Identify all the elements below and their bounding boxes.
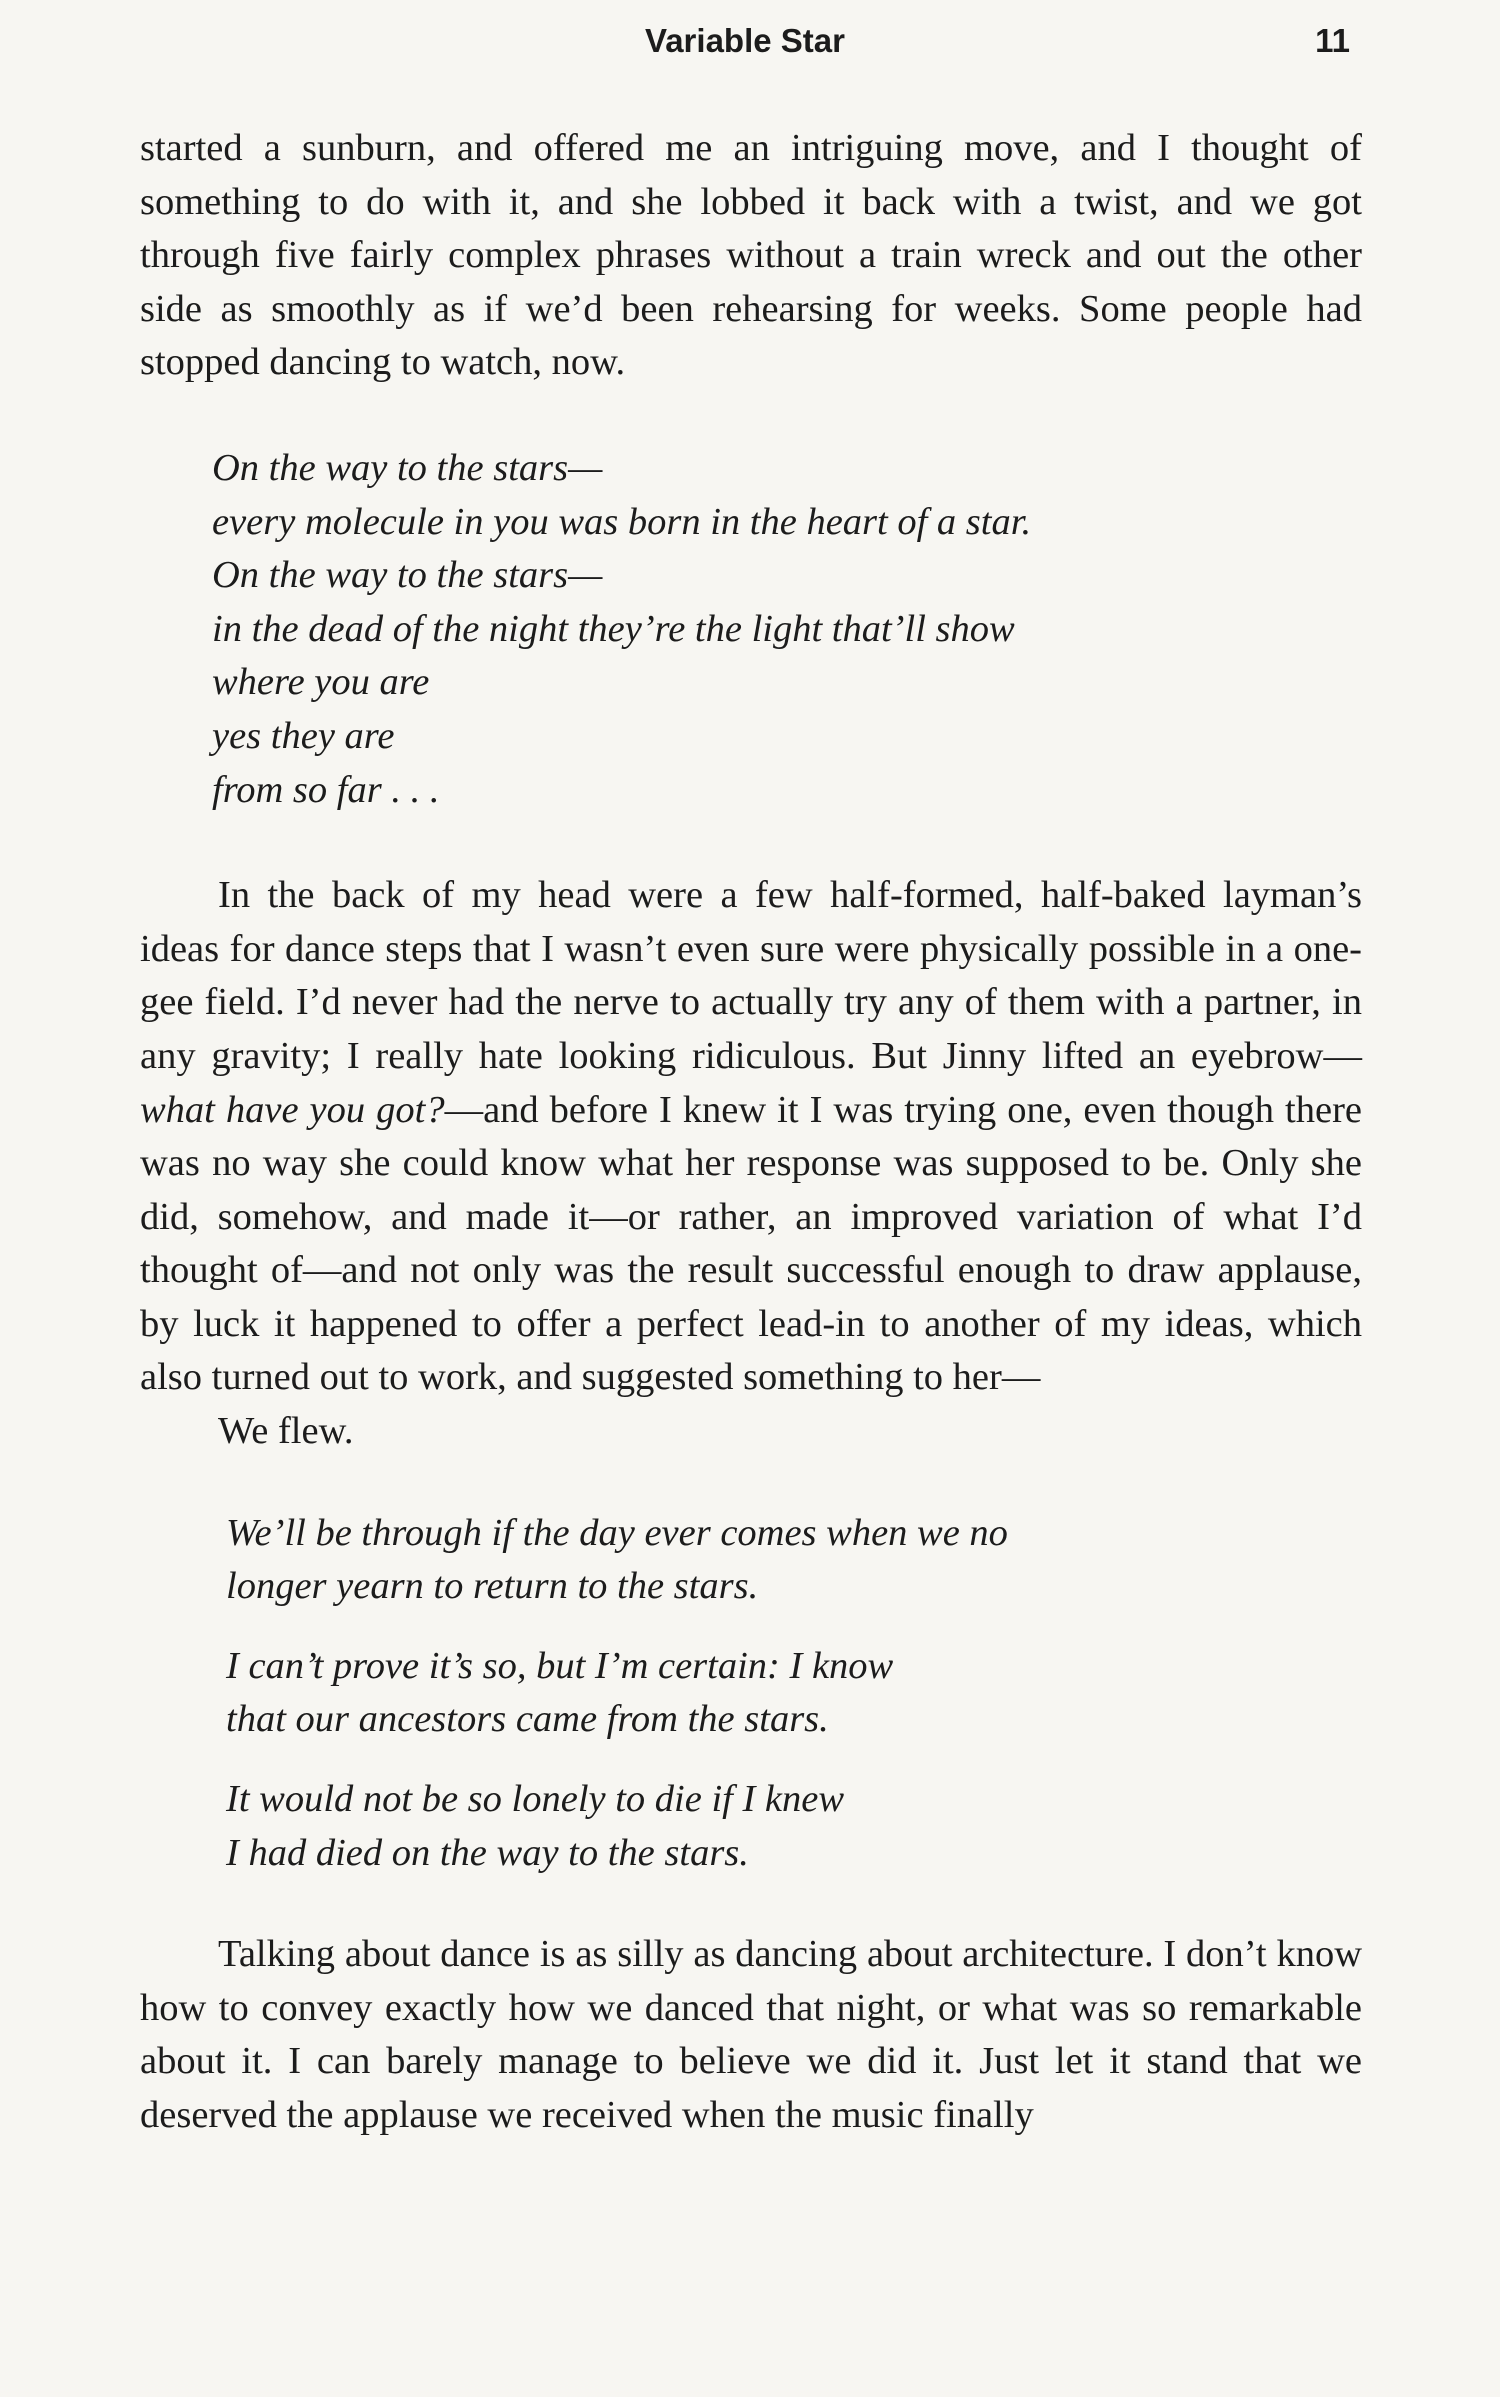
paragraph-2-text-b: —and before I knew it I was trying one, even though there was no way she could know what her response was supposed to be. Only she did, somehow, and made it—or rather, an improved variation of what I’d thought of—and not only was the result successful enough to draw applause, by luck it happened to offer a perfect lead-in to another of my ideas, which also turned out to work, and suggested something to her— [140, 1088, 1362, 1399]
verse-couplet [226, 1507, 1362, 1614]
verse-couplet [226, 1640, 1362, 1747]
verse-couplet [226, 1773, 1362, 1880]
body-text [140, 122, 1362, 2143]
verse-stanza-2 [140, 1507, 1362, 1881]
verse-line: yes they are [212, 714, 395, 757]
verse-line: where you are [212, 661, 430, 704]
verse-line: in the dead of the night they’re the light that’ll show [212, 607, 1015, 650]
verse-line: It would not be so lonely to die if I knew [226, 1778, 845, 1821]
running-head [140, 22, 1350, 72]
page-number: 11 [1315, 22, 1350, 59]
paragraph-2-text-a: In the back of my head were a few half-formed, half-baked layman’s ideas for dance steps that I wasn’t even sure were physically possible in a one-gee field. I’d never had the nerve to actually try any of them with a partner, in any gravity; I really hate looking ridiculous. But Jinny lifted an eyebrow— [140, 874, 1362, 1077]
paragraph-2-italic: what have you got? [140, 1088, 445, 1131]
verse-line: every molecule in you was born in the heart of a star. [212, 500, 1032, 543]
verse-line: from so far . . . [212, 768, 440, 811]
verse-line: We’ll be through if the day ever comes when we no [226, 1511, 1008, 1554]
verse-line: longer yearn to return to the stars. [226, 1565, 759, 1608]
verse-line: I can’t prove it’s so, but I’m certain: I know [226, 1644, 894, 1687]
verse-line: On the way to the stars— [212, 446, 603, 489]
verse-stanza-1 [140, 442, 1362, 817]
paragraph-4: Talking about dance is as silly as dancing about architecture. I don’t know how to convey exactly how we danced that night, or what was so remarkable about it. I can barely manage to believe we did it. Just let it stand that we deserved the applause we received when the music finally [140, 1933, 1362, 2136]
verse-line: On the way to the stars— [212, 554, 603, 597]
paragraph-1: started a sunburn, and offered me an intriguing move, and I thought of something to do with it, and she lobbed it back with a twist, and we got through five fairly complex phrases without a train wreck and out the other side as smoothly as if we’d been rehearsing for weeks. Some people had stopped dancing to watch, now. [140, 127, 1362, 384]
verse-line: that our ancestors came from the stars. [226, 1698, 829, 1741]
paragraph-2 [140, 869, 1362, 1405]
paragraph-3: We flew. [218, 1410, 354, 1453]
book-title: Variable Star [645, 22, 845, 59]
verse-line: I had died on the way to the stars. [226, 1831, 749, 1874]
